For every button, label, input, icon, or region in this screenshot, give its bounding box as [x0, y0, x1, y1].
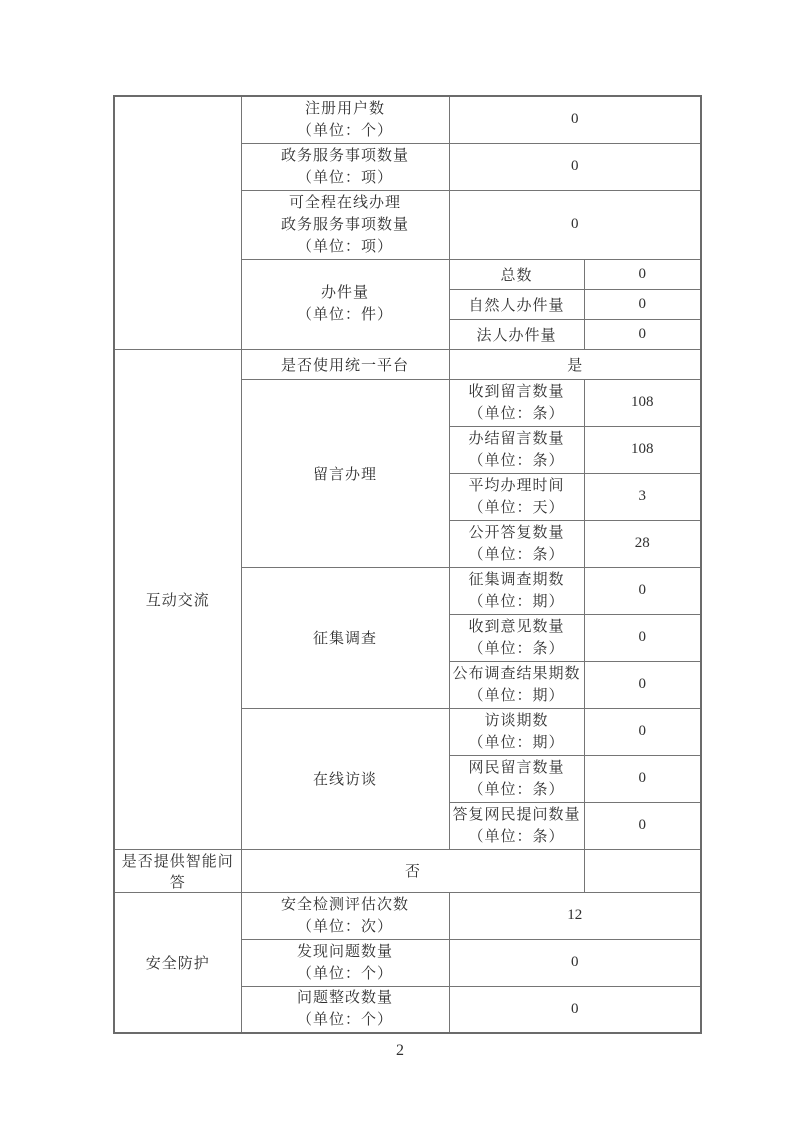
case-volume-label-cell [241, 259, 449, 349]
sub-item-label: 总数 [449, 259, 584, 289]
sub-item-label: 访谈期数 [484, 712, 549, 729]
item-value: 0 [449, 986, 701, 1033]
sub-item-label: 征集调查期数 [468, 571, 565, 588]
item-unit: （单位：个） [296, 1012, 393, 1029]
sub-item-value: 3 [584, 473, 701, 520]
sub-item-label-cell [449, 708, 584, 755]
sub-item-label-cell [449, 614, 584, 661]
item-unit: （单位：项） [296, 169, 393, 186]
item-unit: （单位：项） [296, 238, 393, 255]
annual-report-table [113, 95, 702, 1034]
item-unit: （单位：件） [296, 307, 393, 323]
sub-item-unit: （单位：条） [468, 781, 565, 798]
sub-item-value: 0 [584, 567, 701, 614]
sub-item-label-cell [449, 755, 584, 802]
item-label-cell [241, 939, 449, 986]
sub-item-unit: （单位：期） [468, 734, 565, 751]
sub-item-value: 0 [584, 614, 701, 661]
item-value: 是 [449, 349, 701, 379]
item-unit: （单位：次） [296, 918, 393, 935]
item-label-cell [241, 96, 449, 143]
sub-item-label-cell [449, 379, 584, 426]
sub-item-unit: （单位：期） [468, 687, 565, 704]
sub-item-value: 0 [584, 319, 701, 349]
sub-item-value: 0 [584, 708, 701, 755]
sub-item-unit: （单位：条） [468, 405, 565, 422]
sub-item-label: 网民留言数量 [468, 759, 565, 776]
sub-item-value: 28 [584, 520, 701, 567]
item-value: 0 [449, 190, 701, 259]
item-unit: （单位：个） [296, 122, 393, 139]
sub-item-label: 公开答复数量 [468, 524, 565, 541]
item-label-cell [241, 190, 449, 259]
category-cell-service [114, 96, 241, 349]
item-label: 注册用户数 [304, 100, 385, 117]
page-number: 2 [396, 1042, 404, 1059]
item-label: 是否提供智能问答 [114, 849, 241, 892]
item-value: 0 [449, 143, 701, 190]
item-value: 0 [449, 96, 701, 143]
item-label: 安全检测评估次数 [280, 896, 409, 913]
item-value: 12 [449, 892, 701, 939]
sub-item-unit: （单位：天） [468, 499, 565, 516]
sub-item-label-cell [449, 473, 584, 520]
item-label: 发现问题数量 [296, 943, 393, 960]
item-label: 可全程在线办理 [288, 194, 401, 211]
item-label: 是否使用统一平台 [241, 349, 449, 379]
sub-item-value: 0 [584, 802, 701, 849]
sub-item-value: 0 [584, 259, 701, 289]
sub-item-value: 0 [584, 661, 701, 708]
sub-item-label: 法人办件量 [449, 319, 584, 349]
sub-item-value: 108 [584, 426, 701, 473]
sub-item-label-cell [449, 802, 584, 849]
item-label: 政务服务事项数量 [280, 147, 409, 164]
sub-item-label: 办结留言数量 [468, 430, 565, 447]
sub-item-label: 收到留言数量 [468, 383, 565, 400]
sub-item-unit: （单位：条） [468, 452, 565, 469]
sub-item-label: 自然人办件量 [449, 289, 584, 319]
sub-item-unit: （单位：条） [468, 546, 565, 563]
sub-item-label-cell [449, 661, 584, 708]
item-value: 否 [241, 849, 584, 892]
item-label: 问题整改数量 [296, 990, 393, 1007]
sub-item-value: 0 [584, 755, 701, 802]
sub-item-label-cell [449, 520, 584, 567]
sub-item-label: 公布调查结果期数 [452, 665, 581, 682]
sub-item-label: 平均办理时间 [468, 477, 565, 494]
sub-item-label-cell [449, 426, 584, 473]
category-cell-interaction: 互动交流 [114, 349, 241, 849]
item-label-cell [241, 892, 449, 939]
group-label-interview: 在线访谈 [241, 708, 449, 849]
sub-item-label: 答复网民提问数量 [452, 806, 581, 823]
sub-item-unit: （单位：期） [468, 593, 565, 610]
item-label-cell [241, 143, 449, 190]
group-label-message-handling: 留言办理 [241, 379, 449, 567]
item-unit: （单位：个） [296, 965, 393, 982]
sub-item-unit: （单位：条） [468, 640, 565, 657]
item-value: 0 [449, 939, 701, 986]
item-label-cell [241, 986, 449, 1033]
sub-item-label: 收到意见数量 [468, 618, 565, 635]
item-label: 政务服务事项数量 [280, 216, 409, 233]
sub-item-value: 0 [584, 289, 701, 319]
group-label-survey: 征集调查 [241, 567, 449, 708]
category-cell-security: 安全防护 [114, 892, 241, 1033]
item-label: 办件量 [320, 285, 369, 301]
sub-item-label-cell [449, 567, 584, 614]
sub-item-unit: （单位：条） [468, 828, 565, 845]
sub-item-value: 108 [584, 379, 701, 426]
